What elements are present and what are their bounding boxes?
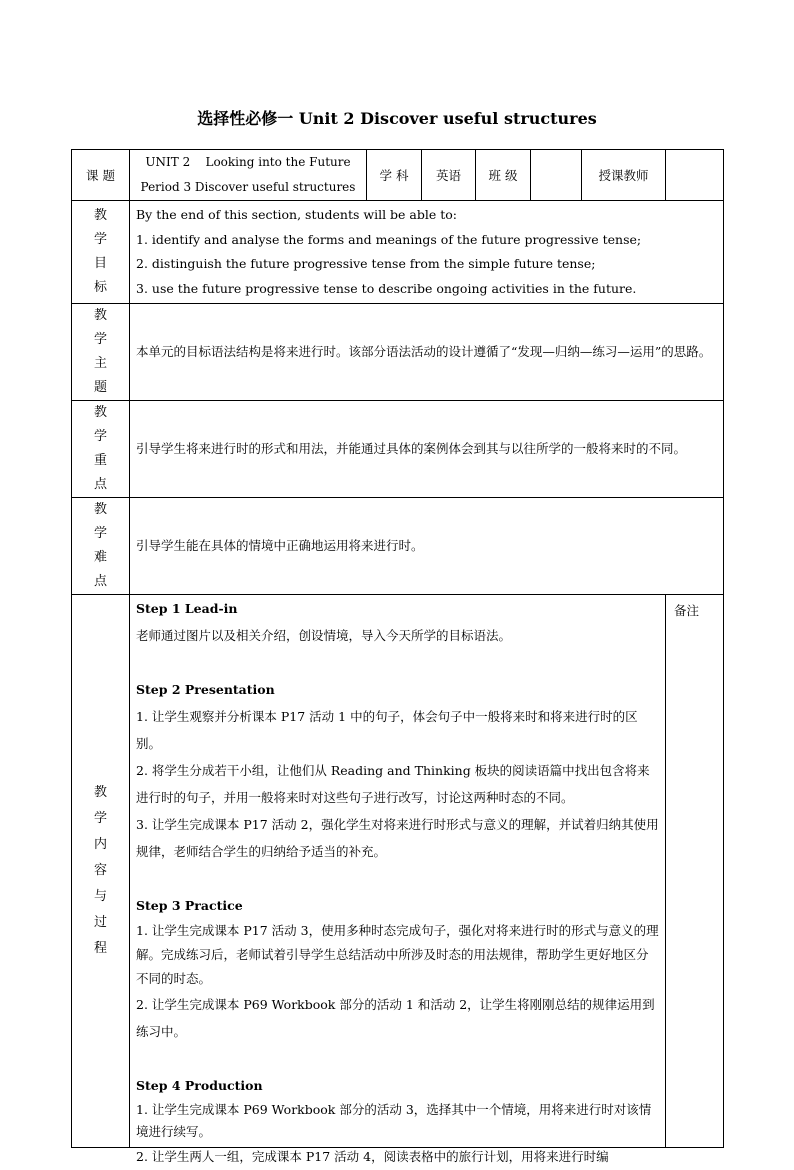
step-title: Step 4 Production [136, 1078, 263, 1093]
step-title: Step 1 Lead-in [136, 601, 238, 616]
theme-content: 本单元的目标语法结构是将来进行时。该部分语法活动的设计遵循了“发现—归纳—练习—运用”的思路。 [130, 304, 724, 401]
step-title: Step 2 Presentation [136, 682, 275, 697]
objective-line: 1. identify and analyse the forms and meanings of the future progressive tense; [136, 231, 642, 247]
teacher-value [666, 150, 724, 201]
topic-label: 课 题 [72, 150, 130, 201]
unit-line-1: UNIT 2 Looking into the Future [145, 155, 351, 169]
theme-row [72, 304, 724, 401]
step-paragraph: 1. 让学生完成课本 P69 Workbook 部分的活动 3，选择其中一个情境，用将来进行时对该情境进行续写。 [136, 1102, 652, 1139]
key-points-label: 教 学 重 点 [72, 401, 130, 498]
step-paragraph: 2. 让学生完成课本 P69 Workbook 部分的活动 1 和活动 2，让学生将刚刚总结的规律运用到练习中。 [136, 997, 655, 1039]
difficulties-row [72, 498, 724, 595]
objectives-row [72, 201, 724, 304]
process-row [72, 595, 724, 1148]
step-paragraph: 2. 将学生分成若干小组，让他们从 Reading and Thinking 板块的阅读语篇中找出包含将来进行时的句子，并用一般将来时对这些句子进行改写，讨论这两种时态的不同。 [136, 763, 650, 805]
notes-column [666, 595, 724, 1148]
objectives-label: 教 学 目 标 [72, 201, 130, 304]
class-label: 班 级 [476, 150, 531, 201]
step-paragraph: 1. 让学生完成课本 P17 活动 3，使用多种时态完成句子，强化对将来进行时的形式与意义的理解。完成练习后，老师试着引导学生总结活动中所涉及时态的用法规律，帮助学生更好地区分不同的时态。 [136, 923, 659, 986]
lesson-plan-table [71, 149, 724, 1164]
step-paragraph: 2. 让学生两人一组，完成课本 P17 活动 4，阅读表格中的旅行计划，用将来进行时编 [136, 1149, 609, 1164]
teacher-label: 授课教师 [582, 150, 666, 201]
step-paragraph: 3. 让学生完成课本 P17 活动 2，强化学生对将来进行时形式与意义的理解，并试着归纳其使用规律，老师结合学生的归纳给予适当的补充。 [136, 817, 659, 859]
difficulties-content: 引导学生能在具体的情境中正确地运用将来进行时。 [130, 498, 724, 595]
process-label: 教 学 内 容 与 过 程 [72, 595, 130, 1148]
objective-line: 2. distinguish the future progressive tense from the simple future tense; [136, 256, 596, 271]
notes-label: 备注 [674, 603, 700, 618]
theme-label: 教 学 主 题 [72, 304, 130, 401]
objective-line: 3. use the future progressive tense to describe ongoing activities in the future. [136, 280, 637, 296]
process-content [130, 595, 666, 1164]
class-value [531, 150, 582, 201]
header-row [72, 150, 724, 201]
objectives-content [130, 201, 724, 304]
subject-label: 学 科 [367, 150, 422, 201]
key-points-content: 引导学生将来进行时的形式和用法，并能通过具体的案例体会到其与以往所学的一般将来时的不同。 [130, 401, 724, 498]
step-title: Step 3 Practice [136, 898, 243, 913]
step-paragraph: 1. 让学生观察并分析课本 P17 活动 1 中的句子，体会句子中一般将来时和将来进行时的区别。 [136, 709, 638, 751]
key-points-row [72, 401, 724, 498]
subject-value: 英语 [422, 150, 476, 201]
difficulties-label: 教 学 难 点 [72, 498, 130, 595]
unit-title-cell [130, 150, 367, 201]
objective-line: By the end of this section, students will be able to: [136, 207, 458, 222]
step-paragraph: 老师通过图片以及相关介绍，创设情境，导入今天所学的目标语法。 [136, 628, 512, 643]
unit-line-2: Period 3 Discover useful structures [140, 180, 356, 194]
document-title: 选择性必修一 Unit 2 Discover useful structures [197, 109, 597, 128]
